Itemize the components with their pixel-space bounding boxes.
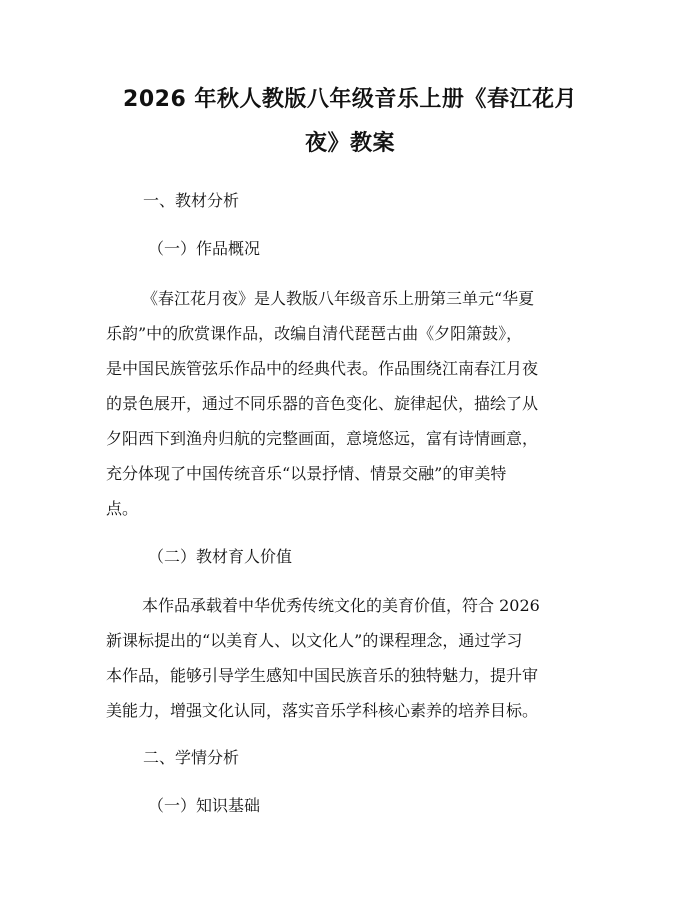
section-heading-learner-analysis: 二、学情分析 [143,748,240,767]
document-title [95,78,605,166]
paragraph-line: 《春江花月夜》是人教版八年级音乐上册第三单元“华夏 [142,289,535,308]
title-line-1: 2026 年秋人教版八年级音乐上册《春江花月 [123,87,577,112]
paragraph-line: 本作品承载着中华优秀传统文化的美育价值，符合 2026 [142,596,540,615]
paragraph-line: 夕阳西下到渔舟归航的完整画面，意境悠远，富有诗情画意， [106,429,539,448]
title-line-2: 夜》教案 [304,131,395,156]
paragraph-line: 的景色展开，通过不同乐器的音色变化、旋律起伏，描绘了从 [106,394,539,413]
paragraph-line: 点。 [106,499,139,518]
paragraph-line: 乐韵”中的欣赏课作品，改编自清代琵琶古曲《夕阳箫鼓》， [106,324,523,343]
paragraph-educational-value [106,588,598,728]
subheading-educational-value: （二）教材育人价值 [148,547,293,566]
paragraph-line: 新课标提出的“以美育人、以文化人”的课程理念，通过学习 [106,631,523,650]
subheading-work-overview: （一）作品概况 [148,239,261,258]
paragraph-line: 美能力，增强文化认同，落实音乐学科核心素养的培养目标。 [106,701,539,720]
paragraph-line: 是中国民族管弦乐作品中的经典代表。作品围绕江南春江月夜 [106,359,539,378]
paragraph-work-overview [106,281,598,526]
paragraph-line: 充分体现了中国传统音乐“以景抒情、情景交融”的审美特 [106,464,507,483]
paragraph-line: 本作品，能够引导学生感知中国民族音乐的独特魅力，提升审 [106,666,539,685]
section-heading-textbook-analysis: 一、教材分析 [143,191,240,210]
subheading-knowledge-foundation: （一）知识基础 [148,796,261,815]
